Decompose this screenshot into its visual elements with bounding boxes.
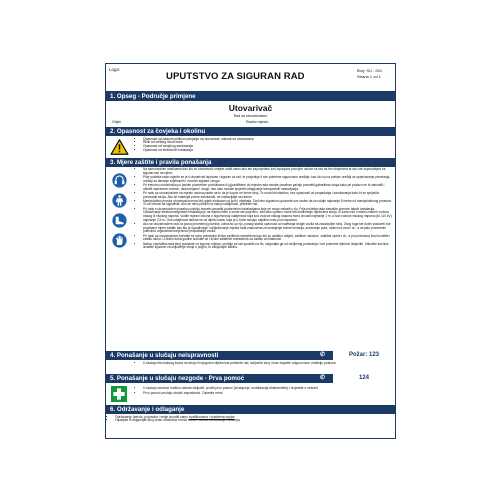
section-first-aid-heading [106,374,395,383]
phone-icon: ✆ [319,375,325,381]
measure-item: • Pri radu sa utovarivačem koristite se svim potrebnim ličnim zaštitnim sredstvima kao što su zaštitno odijelo, zaštitne rukavice, zaštitne cipele i dr., a pri povećanoj buci koristite i zaštitu sluha. U blizini doba godine koristite se i ličnim zaštitnim sredstvima za zaštitu od hladnoće. [143,235,392,242]
hazard-item: • Rizik od velikog nivoa buke [143,141,392,145]
machine-caption: Rad sa utovarivačem [233,114,268,118]
hazard-item: • Opasnost od vanjskog saobraćaja [143,145,392,149]
maintenance-item: • Održavanje (servis, popravka i smije izvoditi samo kvalifikovana i ovlaštena osoba [115,416,392,420]
section-hazards [106,136,395,158]
section-maintenance-heading: 6. Održavanje i odlaganje [106,405,395,414]
measure-item: • Prije početka rada uvjerite se je li utovarivač ispravan i siguran za rad, te posjeduje li sve potrebne sigurnosne uređaje; kao što su na primjer uređaji za sprječavanje prevrtanja, uređaji za davanje svjetlosnih i zvučnih signala i drugo. [143,176,392,183]
hazard-item: • Opasnost od električnih instalacija [143,149,392,153]
document-header [106,64,395,92]
safety-instruction-sheet [105,63,396,439]
qualified-person-link-text: kvalifikovana i ovlaštena osoba [189,414,235,419]
hazard-item: • Opasnost od padova prilikom penjanja na utovarivač, silazak sa utovarivača [143,138,392,142]
first-aid-cross-icon [111,386,127,402]
measure-item: • Na samohodnim mašinama kao što su utovarivači smijete raditi samo ako ste zapovjedeni kod ispunjava povoljne uslove za rad na tim strojevima te ako ste osposobljeni za siguran rad na njima. [143,168,392,175]
wear-safety-boots-icon [112,213,127,228]
section-scope [106,101,395,127]
hazard-list [137,138,392,153]
first-aid-item: • U slučaju nesreće mašinu odmah isključiti, pružiti prvu pomoć (izvanjenje, mobilizacija ekstremiteta) i izvjestite o nesreći. [143,387,392,391]
document-number: Broj: SU - 001 [357,68,383,73]
machine-name: Utovarivač [228,103,273,113]
workplace-label: Radno mjesto: [246,120,270,124]
section-measures-heading: 3. Mjere zaštite i pravila ponašanja [106,158,395,167]
warning-triangle-icon [110,139,129,155]
section-hazards-heading: 2. Opasnost za čovjeka i okolinu [106,127,395,136]
document-meta [357,68,391,80]
wear-ear-protection-icon [112,173,127,188]
section-malfunction-title: 4. Ponašanje u slučaju neispravnosti [110,352,219,359]
measures-list [137,168,392,250]
wear-gloves-icon [112,233,127,248]
document-title: UPUTSTVO ZA SIGURAN RAD [166,71,305,82]
measure-item: • Manipulativni prostor utovarivača mora biti uvijek slobodan od ljudi i objekata. Zvučnim signalom upozorite sve osobe da se udalje najmanje 8 metra od manipulativnog prostora. To se odnosi na signaliste. Ako se neko približi na manju udaljenost, prekinite rad. [143,200,392,207]
section-first-aid-title: 5. Ponašanje u slučaju nezgode - Prva pomoć [110,375,245,382]
section-malfunction [106,360,395,374]
phone-icon: ✆ [319,352,325,358]
section-scope-heading: 1. Opseg - Područje primjene [106,92,395,101]
section-first-aid [106,383,395,405]
measure-item: • Pri radu s utovarivačem posebnu pažnju morate posvetiti podzemnim instalacijama koje se mogu nalaziti u tlu. Prije početka rada zatražite planove takvih instalacija. Odbacivanje elektroenergetskih instalacija je na mjestu bliže o kome ste suprotno. Isto tako opasno može biti dodirivanje dijelovima stroja. Ili samo rad u blizini zračnih vodova niskog ili visokog napona. Vodite svjesni računa o sigurnosnoj udaljenosti koja kod vodova niskog napona mora iznositi najmanje 1 m, a kod vodova visokog napona (do 110 kV) najmanje 2,5 m. Ova udaljenost računa se od dijela vozila, koja je u tome slučaju najbliža vodu pod naponom. [143,208,392,222]
section-maintenance [106,414,395,426]
first-aid-item: • Prvu pomoć pružaju stručni zaposlenici. Ostanite mirni. [143,392,392,396]
section-malfunction-heading [106,351,395,360]
measure-item: • Pri trenutnu utovarivača po javnim prometnim površinama ili (g)radilištem do mjesta rada morate poseban pažnju posvetiti gabaritima stroja kako pri prolazu ne bi zahvatili i oštetili nadzemne vodove, nadvožnjake i drugo. Isto tako morate sprječiti odlagivanje transportnih sastavljanja. [143,184,392,191]
measure-item: • Nakon završetka rada stroj postavite na sigurno mjesto, uređaje za rad spustite na tlo; osigurajte ga od nežljenog pomicanja i sve pokretne dijelove isključite. Zakočite kočnice, izvadite ključeve za uključenje stroja u pogon, te zaključajte kabinu. [143,243,392,250]
section-measures [106,167,395,351]
department-label: Odjel: [112,120,122,124]
fire-emergency-number: Požar: 123 [332,351,395,360]
maintenance-item: • Otpatpile ili osigurajte stroj izvan električne mreže tokom radova održavanja i čišćenja. [115,419,392,423]
logo-label: Logo: [109,67,121,72]
page-number: Strana 1 od 1 [357,74,382,79]
wear-protective-clothing-icon [112,193,127,208]
ambulance-number: 124 [332,374,395,383]
malfunction-item: • U slučaju bilo kakvog kvara na stroju ili njegovim dijelovima prekinite rad, isključite stroj i kvar dojavite odgovornom voditelju poslova. [143,362,392,366]
measure-item: • Ako se utovarivačem radi na javnoj prometnoj površini, odnosno uz nju, postoji stalna opasnost od naletanja drugih vozila na zaustavljen stroj. Zbog toga ste dužni poduzeti sve propisane mjere zaštite kao što je ograđivanje i obilježavanje mjesta rada znakovima za smanjenje brzine kretanja, sužavanje puta, radovi na cesti i dr., a na jako prometnim putevima organizirati izmjenično propuštanje vozila. [143,223,392,234]
measure-item: • Pri radu sa utovarivačem na mjestu radova pazite na to da je kopno ne kreće stroj. To mora biti stabilno, bez opasnosti od propadanja i zarušavanja kako bi se spriječilo prevrtanje stroja. Ako se materijal počne zarušavati, ne nastavljajte sa radom. [143,192,392,199]
